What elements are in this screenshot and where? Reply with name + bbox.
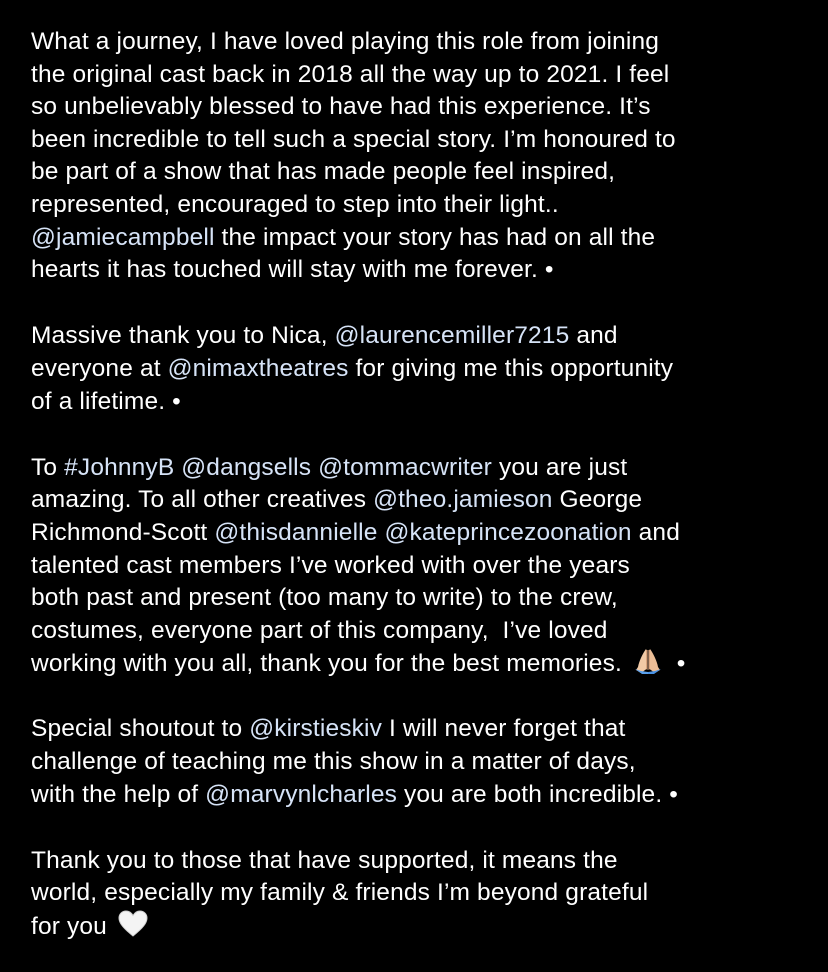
caption-line: [31, 845, 811, 878]
caption-text: both past and present (too many to write) to the crew,: [31, 584, 618, 612]
paragraph-gap: [31, 287, 811, 321]
mention-link[interactable]: @theo.jamieson: [373, 486, 553, 514]
mention-link[interactable]: @tommacwriter: [318, 453, 492, 481]
caption-paragraph: [31, 26, 811, 287]
caption-line: [31, 59, 811, 92]
caption-text: Special shoutout to: [31, 715, 250, 743]
mention-link[interactable]: @nimaxtheatres: [167, 354, 349, 382]
caption-text: so unbelievably blessed to have had this experience. It’s: [31, 93, 651, 121]
caption-text: [378, 519, 385, 546]
caption-paragraph: [31, 713, 811, 811]
paragraph-gap: [31, 680, 811, 714]
caption-text: the impact your story has had on all the: [214, 223, 656, 251]
white-heart-icon: [118, 910, 148, 948]
mention-link[interactable]: @jamiecampbell: [31, 223, 215, 251]
caption-line: [31, 320, 811, 353]
caption-text: talented cast members I’ve worked with over the years: [31, 551, 630, 579]
caption-line: [31, 386, 811, 419]
caption-line: [31, 713, 811, 746]
caption-text: •: [662, 650, 686, 678]
caption-text: and: [569, 322, 618, 350]
caption-line: [31, 910, 811, 943]
mention-link[interactable]: @laurencemiller7215: [334, 322, 570, 350]
caption-line: [31, 517, 811, 550]
caption-line: [31, 189, 811, 222]
caption-text: To: [31, 453, 65, 481]
caption-text: world, especially my family & friends I’m beyond grateful: [31, 879, 649, 907]
caption-text: George: [552, 486, 643, 514]
caption-paragraph: [31, 320, 811, 418]
folded-hands-icon: [633, 647, 663, 685]
paragraph-gap: [31, 418, 811, 452]
hashtag-link[interactable]: #JohnnyB: [64, 453, 175, 481]
caption-paragraph: [31, 845, 811, 943]
caption-text: you are just: [491, 453, 628, 481]
caption-text: and: [631, 518, 680, 546]
caption-text: be part of a show that has made people feel inspired,: [31, 158, 616, 186]
caption-paragraph: [31, 452, 811, 680]
caption-text: you are both incredible. •: [397, 780, 678, 808]
post-caption: [31, 26, 811, 943]
caption-line: [31, 647, 811, 680]
caption-line: [31, 26, 811, 59]
mention-link[interactable]: @kateprincezoonation: [384, 518, 632, 546]
caption-text: for you: [31, 913, 114, 941]
caption-line: [31, 452, 811, 485]
caption-text: Thank you to those that have supported, it means the: [31, 846, 618, 874]
caption-text: everyone at: [31, 354, 168, 382]
mention-link[interactable]: @dangsells: [181, 453, 312, 481]
caption-line: [31, 156, 811, 189]
caption-text: represented, encouraged to step into their light..: [31, 190, 559, 218]
caption-line: [31, 353, 811, 386]
caption-line: [31, 779, 811, 812]
caption-text: working with you all, thank you for the best memories.: [31, 650, 629, 678]
caption-text: I will never forget that: [382, 715, 626, 743]
caption-text: hearts it has touched will stay with me forever. •: [31, 256, 554, 284]
paragraph-gap: [31, 811, 811, 845]
caption-line: [31, 254, 811, 287]
caption-text: Massive thank you to Nica,: [31, 322, 335, 350]
mention-link[interactable]: @kirstieskiv: [249, 715, 383, 743]
caption-line: [31, 91, 811, 124]
caption-text: costumes, everyone part of this company, I’ve loved: [31, 616, 608, 644]
caption-text: with the help of: [31, 780, 206, 808]
caption-line: [31, 550, 811, 583]
caption-line: [31, 484, 811, 517]
caption-text: for giving me this opportunity: [348, 354, 674, 382]
caption-text: Richmond-Scott: [31, 518, 215, 546]
caption-line: [31, 582, 811, 615]
caption-line: [31, 877, 811, 910]
caption-text: the original cast back in 2018 all the way up to 2021. I feel: [31, 60, 670, 88]
caption-line: [31, 222, 811, 255]
caption-text: challenge of teaching me this show in a matter of days,: [31, 748, 636, 776]
caption-line: [31, 746, 811, 779]
caption-line: [31, 124, 811, 157]
caption-text: What a journey, I have loved playing this role from joining: [31, 28, 660, 55]
caption-text: been incredible to tell such a special story. I’m honoured to: [31, 125, 676, 153]
caption-text: amazing. To all other creatives: [31, 486, 374, 514]
caption-line: [31, 615, 811, 648]
mention-link[interactable]: @marvynlcharles: [205, 780, 398, 808]
mention-link[interactable]: @thisdannielle: [214, 518, 378, 546]
caption-text: of a lifetime. •: [31, 387, 181, 415]
